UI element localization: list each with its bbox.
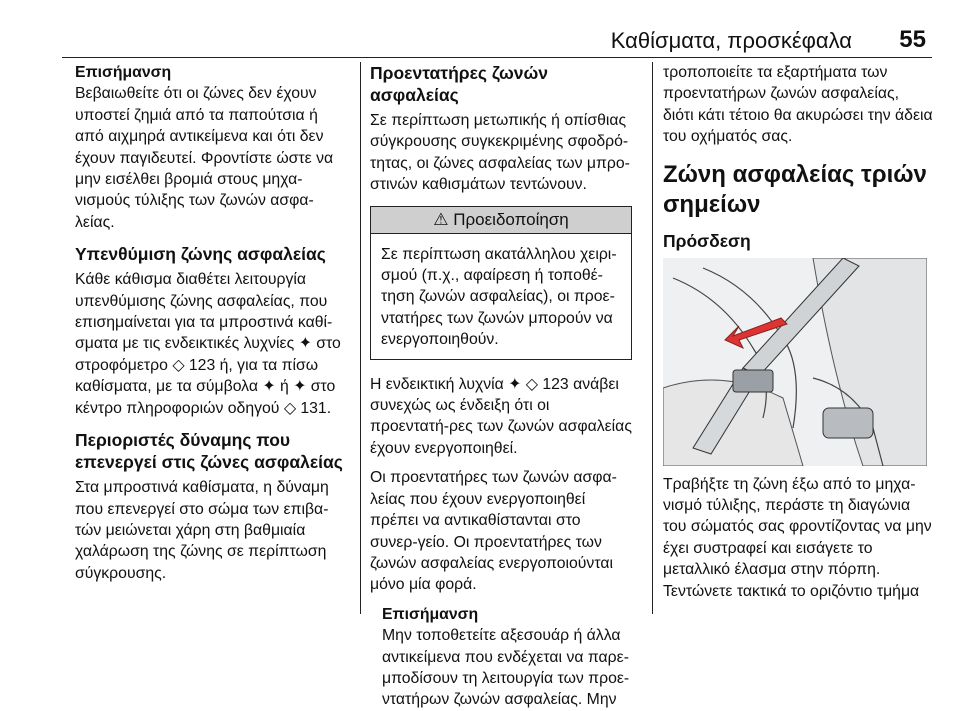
limiters-paragraph: Στα μπροστινά καθίσματα, η δύναμη που επενεργεί στο σώμα των επιβα-τών μειώνεται χάρη στη βαθμιαία χαλάρωση της ζώνης σε περίπτωση σύγκρουσης. [75,479,329,582]
pretensioners-paragraph: Σε περίπτωση μετωπικής ή οπίσθιας σύγκρουσης συγκεκριμένης σφοδρό-τητας, οι ζώνες ασφαλείας των μπρο-στινών καθισμάτων τεντώνουν. [370,112,630,194]
column-left [75,62,347,584]
heading-three-point-belt: Ζώνη ασφαλείας τριών σημείων [663,160,927,218]
heading-pretensioners: Προεντατήρες ζωνών ασφαλείας [370,63,548,105]
column-divider [360,62,361,614]
seatbelt-illustration [663,258,927,466]
column-middle [370,62,632,711]
heading-fastening: Πρόσδεση [663,230,751,251]
page-title: Καθίσματα, προσκέφαλα [610,28,852,53]
note-text: Μην τοποθετείτε αξεσουάρ ή άλλα αντικείμενα που ενδέχεται να παρε-μποδίσουν τη λειτουργία των προε-ντατήρων ζωνών ασφαλείας. Μην [382,627,630,709]
heading-belt-reminder: Υπενθύμιση ζώνης ασφαλείας [75,244,326,265]
buckle-tongue [733,370,773,392]
reminder-paragraph: Κάθε κάθισμα διαθέτει λειτουργία υπενθύμισης ζώνης ασφαλείας, που επισημαίνεται για τα μπροστινά καθί-σματα με τις ενδεικτικές λυχνίες ✦ στο στροφόμετρο ◇ 123 ή, για τα πίσω καθίσματα, με τα σύμβολα ✦ ή ✦ στο κέντρο πληροφοριών οδηγού ◇ 131. [75,271,341,417]
lamp-paragraph: Η ενδεικτική λυχνία ✦ ◇ 123 ανάβει συνεχώς ως ένδειξη ότι οι προεντατή-ρες των ζωνών ασφαλείας έχουν ενεργοποιηθεί. [370,375,632,457]
buckle [823,408,873,438]
activated-paragraph: Οι προεντατήρες των ζωνών ασφα-λείας που έχουν ενεργοποιηθεί πρέπει να αντικαθίστανται στο συνερ-γείο. Οι προεντατήρες των ζωνών ασφαλείας ενεργοποιούνται μόνο μία φορά. [370,469,617,594]
warning-header [371,207,631,234]
instruction-paragraph: Τραβήξτε τη ζώνη έξω από το μηχα-νισμό τύλιξης, περάστε τη διαγώνια του σώματός σας φροντίζοντας να μην έχει συστραφεί και εισάγετε το μεταλλικό έλασμα στην πόρπη. Τεντώνετε τακτικά το οριζόντιο τμήμα [663,475,932,600]
heading-force-limiters: Περιοριστές δύναμης που επενεργεί στις ζώνες ασφαλείας [75,430,343,473]
header-rule [62,57,932,58]
warning-title: Προειδοποίηση [453,209,569,229]
column-right [663,62,933,602]
note-title: Επισήμανση [382,605,479,623]
warning-box [370,206,632,360]
page-header [0,0,960,58]
continued-paragraph: τροποποιείτε τα εξαρτήματα των προεντατήρων ζωνών ασφαλείας, διότι κάτι τέτοιο θα ακυρώσει την άδεια του οχήματός σας. [663,64,933,146]
note-title: Επισήμανση [75,64,172,81]
warning-triangle-icon: ⚠ [433,209,449,229]
warning-text: Σε περίπτωση ακατάλληλου χειρι-σμού (π.χ., αφαίρεση ή τοποθέ-τηση ζωνών ασφαλείας), οι προε-ντατήρες των ζωνών μπορούν να ενεργοποιηθούν. [381,245,617,349]
note-block [370,604,632,711]
page-number: 55 [899,26,926,53]
note-text: Βεβαιωθείτε ότι οι ζώνες δεν έχουν υποστεί ζημιά από τα παπούτσια ή από αιχμηρά αντικείμενα και ότι δεν έχουν παγιδευτεί. Φροντίστε ώστε να μην εισέλθει βρομιά στους μηχα-νισμούς τύλιξης των ζωνών ασφα-λείας. [75,85,334,231]
column-divider [652,62,653,614]
